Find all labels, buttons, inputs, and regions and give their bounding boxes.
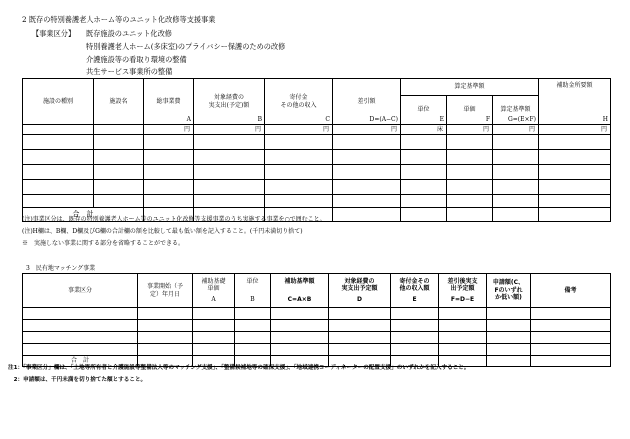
category-item: 特別養護老人ホーム(多床室)のプライバシー保護のための改修 [86,42,286,51]
letter-f: F=D−E [450,295,475,303]
input-cell[interactable] [447,165,493,180]
input-cell[interactable] [493,208,539,222]
input-cell[interactable] [391,332,439,344]
header-subsidy-label: 補助金所要額 [556,82,593,89]
header-diff-line2: 出予定額 [450,285,475,293]
header-base-price [193,274,235,308]
unit-row [23,125,611,135]
unit-cell: 円 [194,125,265,135]
letter-b: B [250,295,255,303]
input-cell[interactable] [271,344,329,356]
input-cell[interactable] [265,180,333,195]
input-cell[interactable] [23,320,138,332]
input-cell[interactable] [333,208,401,222]
input-cell[interactable] [329,344,391,356]
input-cell[interactable] [539,195,611,208]
input-cell[interactable] [333,135,401,150]
header-remarks: 備考 [531,274,611,308]
letter-e: E [439,115,444,123]
input-cell[interactable] [333,165,401,180]
input-cell[interactable] [23,344,138,356]
header-donation [391,274,439,308]
input-cell[interactable] [23,332,138,344]
input-cell[interactable] [193,320,235,332]
header-facility-name: 施設名 [94,79,144,125]
header-diff [439,274,487,308]
input-cell[interactable] [235,308,271,320]
input-cell[interactable] [447,135,493,150]
input-cell[interactable] [531,356,611,367]
header-donation-line2: 他の収入額 [399,285,430,293]
input-cell[interactable] [487,320,531,332]
input-cell[interactable] [23,180,94,195]
input-cell[interactable] [94,165,144,180]
section3-title: 3 民有地マッチング事業 [26,265,96,272]
header-subsidy [539,79,611,125]
input-cell[interactable] [94,195,144,208]
input-cell[interactable] [531,308,611,320]
table-row [23,332,611,344]
input-cell[interactable] [23,150,94,165]
header-target-line1: 対象経費の [344,277,375,285]
header-total-cost-label: 総事業費 [156,97,181,105]
input-cell[interactable] [531,320,611,332]
header-target-cost-line1: 対象経費の [213,94,244,101]
input-cell[interactable] [271,308,329,320]
input-cell[interactable] [23,165,94,180]
input-cell[interactable] [265,195,333,208]
input-cell[interactable] [401,150,447,165]
table-row [23,195,611,208]
input-cell[interactable] [493,150,539,165]
header-donation-line1: 寄付金その [399,277,430,285]
input-cell[interactable] [271,320,329,332]
header-target-line2: 実支出予定額 [341,285,378,293]
letter-e: E [412,295,417,303]
input-cell[interactable] [138,308,193,320]
unit-cell: 円 [447,125,493,135]
letter-c: C=A×B [287,295,312,303]
input-cell[interactable] [23,135,94,150]
unit-cell [23,125,94,135]
header-base-line1: 補助基礎 [201,277,226,285]
input-cell[interactable] [531,332,611,344]
input-cell[interactable] [194,195,265,208]
header-std-group: 算定基準額 [401,79,539,96]
input-cell[interactable] [531,344,611,356]
table-row [23,344,611,356]
input-cell[interactable] [329,332,391,344]
input-cell[interactable] [439,320,487,332]
input-cell[interactable] [401,135,447,150]
input-cell[interactable] [194,150,265,165]
unit-cell: 円 [144,125,194,135]
input-cell[interactable] [23,308,138,320]
input-cell[interactable] [333,180,401,195]
input-cell[interactable] [271,332,329,344]
letter-g: G=(E×F) [507,115,537,123]
header-apply [487,274,531,308]
input-cell[interactable] [144,180,194,195]
total-label: 合 計 [23,208,144,222]
table-row [23,165,611,180]
input-cell[interactable] [391,344,439,356]
header-unit-label: 単位 [246,278,259,285]
header-apply-line2: Fのいずれ [494,286,523,294]
header-base-line2: 単価 [207,285,220,293]
note: 2：申請額は、千円未満を切り捨てた額とすること。 [8,377,147,383]
note: (注)事業区分は、既存の特別養護老人ホーム等のユニット化改修等支援事業のうち実施する事業を○で囲むこと。 [22,216,326,223]
unit-cell: 床 [401,125,447,135]
section2-title: 2 既存の特別養護老人ホーム等のユニット化改修等支援事業 [22,15,216,24]
header-donation-line1: 寄付金 [289,94,308,101]
unit-cell: 円 [493,125,539,135]
letter-d: D [357,295,362,303]
letter-a: A [186,115,191,123]
input-cell[interactable] [265,150,333,165]
input-cell[interactable] [235,344,271,356]
header-target-cost-line2: 実支出(予定)額 [208,101,250,109]
header-diff [333,79,401,125]
header-target [329,274,391,308]
input-cell[interactable] [493,195,539,208]
header-diff-line1: 差引後実支 [447,277,478,285]
letter-d: D=(A−C) [369,115,398,123]
input-cell[interactable] [493,165,539,180]
input-cell[interactable] [193,332,235,344]
letter-f: F [485,115,490,123]
unit-cell: 円 [539,125,611,135]
input-cell[interactable] [23,195,94,208]
input-cell[interactable] [439,344,487,356]
input-cell[interactable] [193,344,235,356]
input-cell[interactable] [401,180,447,195]
note: (注)H欄は、B欄、D欄及びG欄の合計欄の額を比較して最も低い額を記入すること。(千円未満切り捨て) [22,228,303,235]
input-cell[interactable] [94,135,144,150]
input-cell[interactable] [401,195,447,208]
letter-c: C [325,115,330,123]
input-cell[interactable] [94,180,144,195]
input-cell[interactable] [487,344,531,356]
table-row [23,180,611,195]
total-label: 合 計 [23,356,138,367]
input-cell[interactable] [447,150,493,165]
unit-cell: 円 [265,125,333,135]
category-item: 共生サービス事業所の整備 [86,67,173,76]
header-unit [235,274,271,308]
input-cell[interactable] [539,135,611,150]
table-row [23,308,611,320]
header-target-cost [194,79,265,125]
input-cell[interactable] [194,135,265,150]
input-cell[interactable] [144,165,194,180]
table-row [23,150,611,165]
header-donation [265,79,333,125]
input-cell[interactable] [138,320,193,332]
input-cell[interactable] [193,308,235,320]
header-facility-type: 施設の種別 [23,79,94,125]
header-start-line1: 事業開始（予 [146,283,183,290]
input-cell[interactable] [391,320,439,332]
category-label: 【事業区分】 [32,29,76,38]
input-cell[interactable] [447,208,493,222]
table-row [23,320,611,332]
letter-h: H [602,115,609,123]
category-item: 介護施設等の看取り環境の整備 [86,55,187,64]
input-cell[interactable] [447,180,493,195]
unit-cell: 円 [333,125,401,135]
header-start-line2: 定）年月日 [149,290,180,298]
header-apply-line3: か低い額) [495,294,522,302]
header-donation-line2: その他の収入 [280,101,317,109]
input-cell[interactable] [144,150,194,165]
input-cell[interactable] [439,308,487,320]
input-cell[interactable] [265,165,333,180]
input-cell[interactable] [94,150,144,165]
input-cell[interactable] [447,195,493,208]
input-cell[interactable] [144,135,194,150]
input-cell[interactable] [391,308,439,320]
input-cell[interactable] [539,150,611,165]
letter-b: B [257,115,262,123]
input-cell[interactable] [439,332,487,344]
header-total-cost [144,79,194,125]
input-cell[interactable] [138,344,193,356]
input-cell[interactable] [539,180,611,195]
input-cell[interactable] [401,208,447,222]
header-price-label: 単価 [463,106,476,114]
input-cell[interactable] [329,308,391,320]
input-cell[interactable] [329,320,391,332]
note: ※ 実施しない事業に関する部分を省略することができる。 [22,240,185,247]
input-cell[interactable] [493,135,539,150]
input-cell[interactable] [194,165,265,180]
note: 注1：「事業区分」欄は、「土地等所有者と介護施設等整備法人等のマッチング支援」、「整備候補地等の確保支援」、「地域連携コーディネーターの配置支援」のいずれかを記入すること。 [8,365,470,371]
header-price [447,96,493,125]
input-cell[interactable] [265,135,333,150]
input-cell[interactable] [539,165,611,180]
input-cell[interactable] [194,180,265,195]
header-category: 事業区分 [23,274,138,308]
input-cell[interactable] [333,195,401,208]
header-std-amount-label: 算定基準額 [500,106,531,114]
header-apply-line1: 申請額(C、 [492,279,525,287]
header-unit-label: 単位 [417,106,430,114]
input-cell[interactable] [487,332,531,344]
header-std-amount [493,96,539,125]
input-cell[interactable] [235,320,271,332]
unit-cell [94,125,144,135]
header-std-label: 補助基準額 [284,278,315,285]
header-std [271,274,329,308]
matching-table-3 [22,273,611,367]
input-cell[interactable] [333,150,401,165]
input-cell[interactable] [539,208,611,222]
input-cell[interactable] [401,165,447,180]
subsidy-table-2 [22,78,611,222]
input-cell[interactable] [487,308,531,320]
header-start-date [138,274,193,308]
header-diff-label: 差引額 [357,97,376,105]
letter-a: A [211,295,216,303]
input-cell[interactable] [235,332,271,344]
table-row [23,135,611,150]
input-cell[interactable] [493,180,539,195]
header-unit [401,96,447,125]
category-main: 既存施設のユニット化改修 [86,29,172,38]
input-cell[interactable] [144,195,194,208]
input-cell[interactable] [487,356,531,367]
input-cell[interactable] [138,332,193,344]
